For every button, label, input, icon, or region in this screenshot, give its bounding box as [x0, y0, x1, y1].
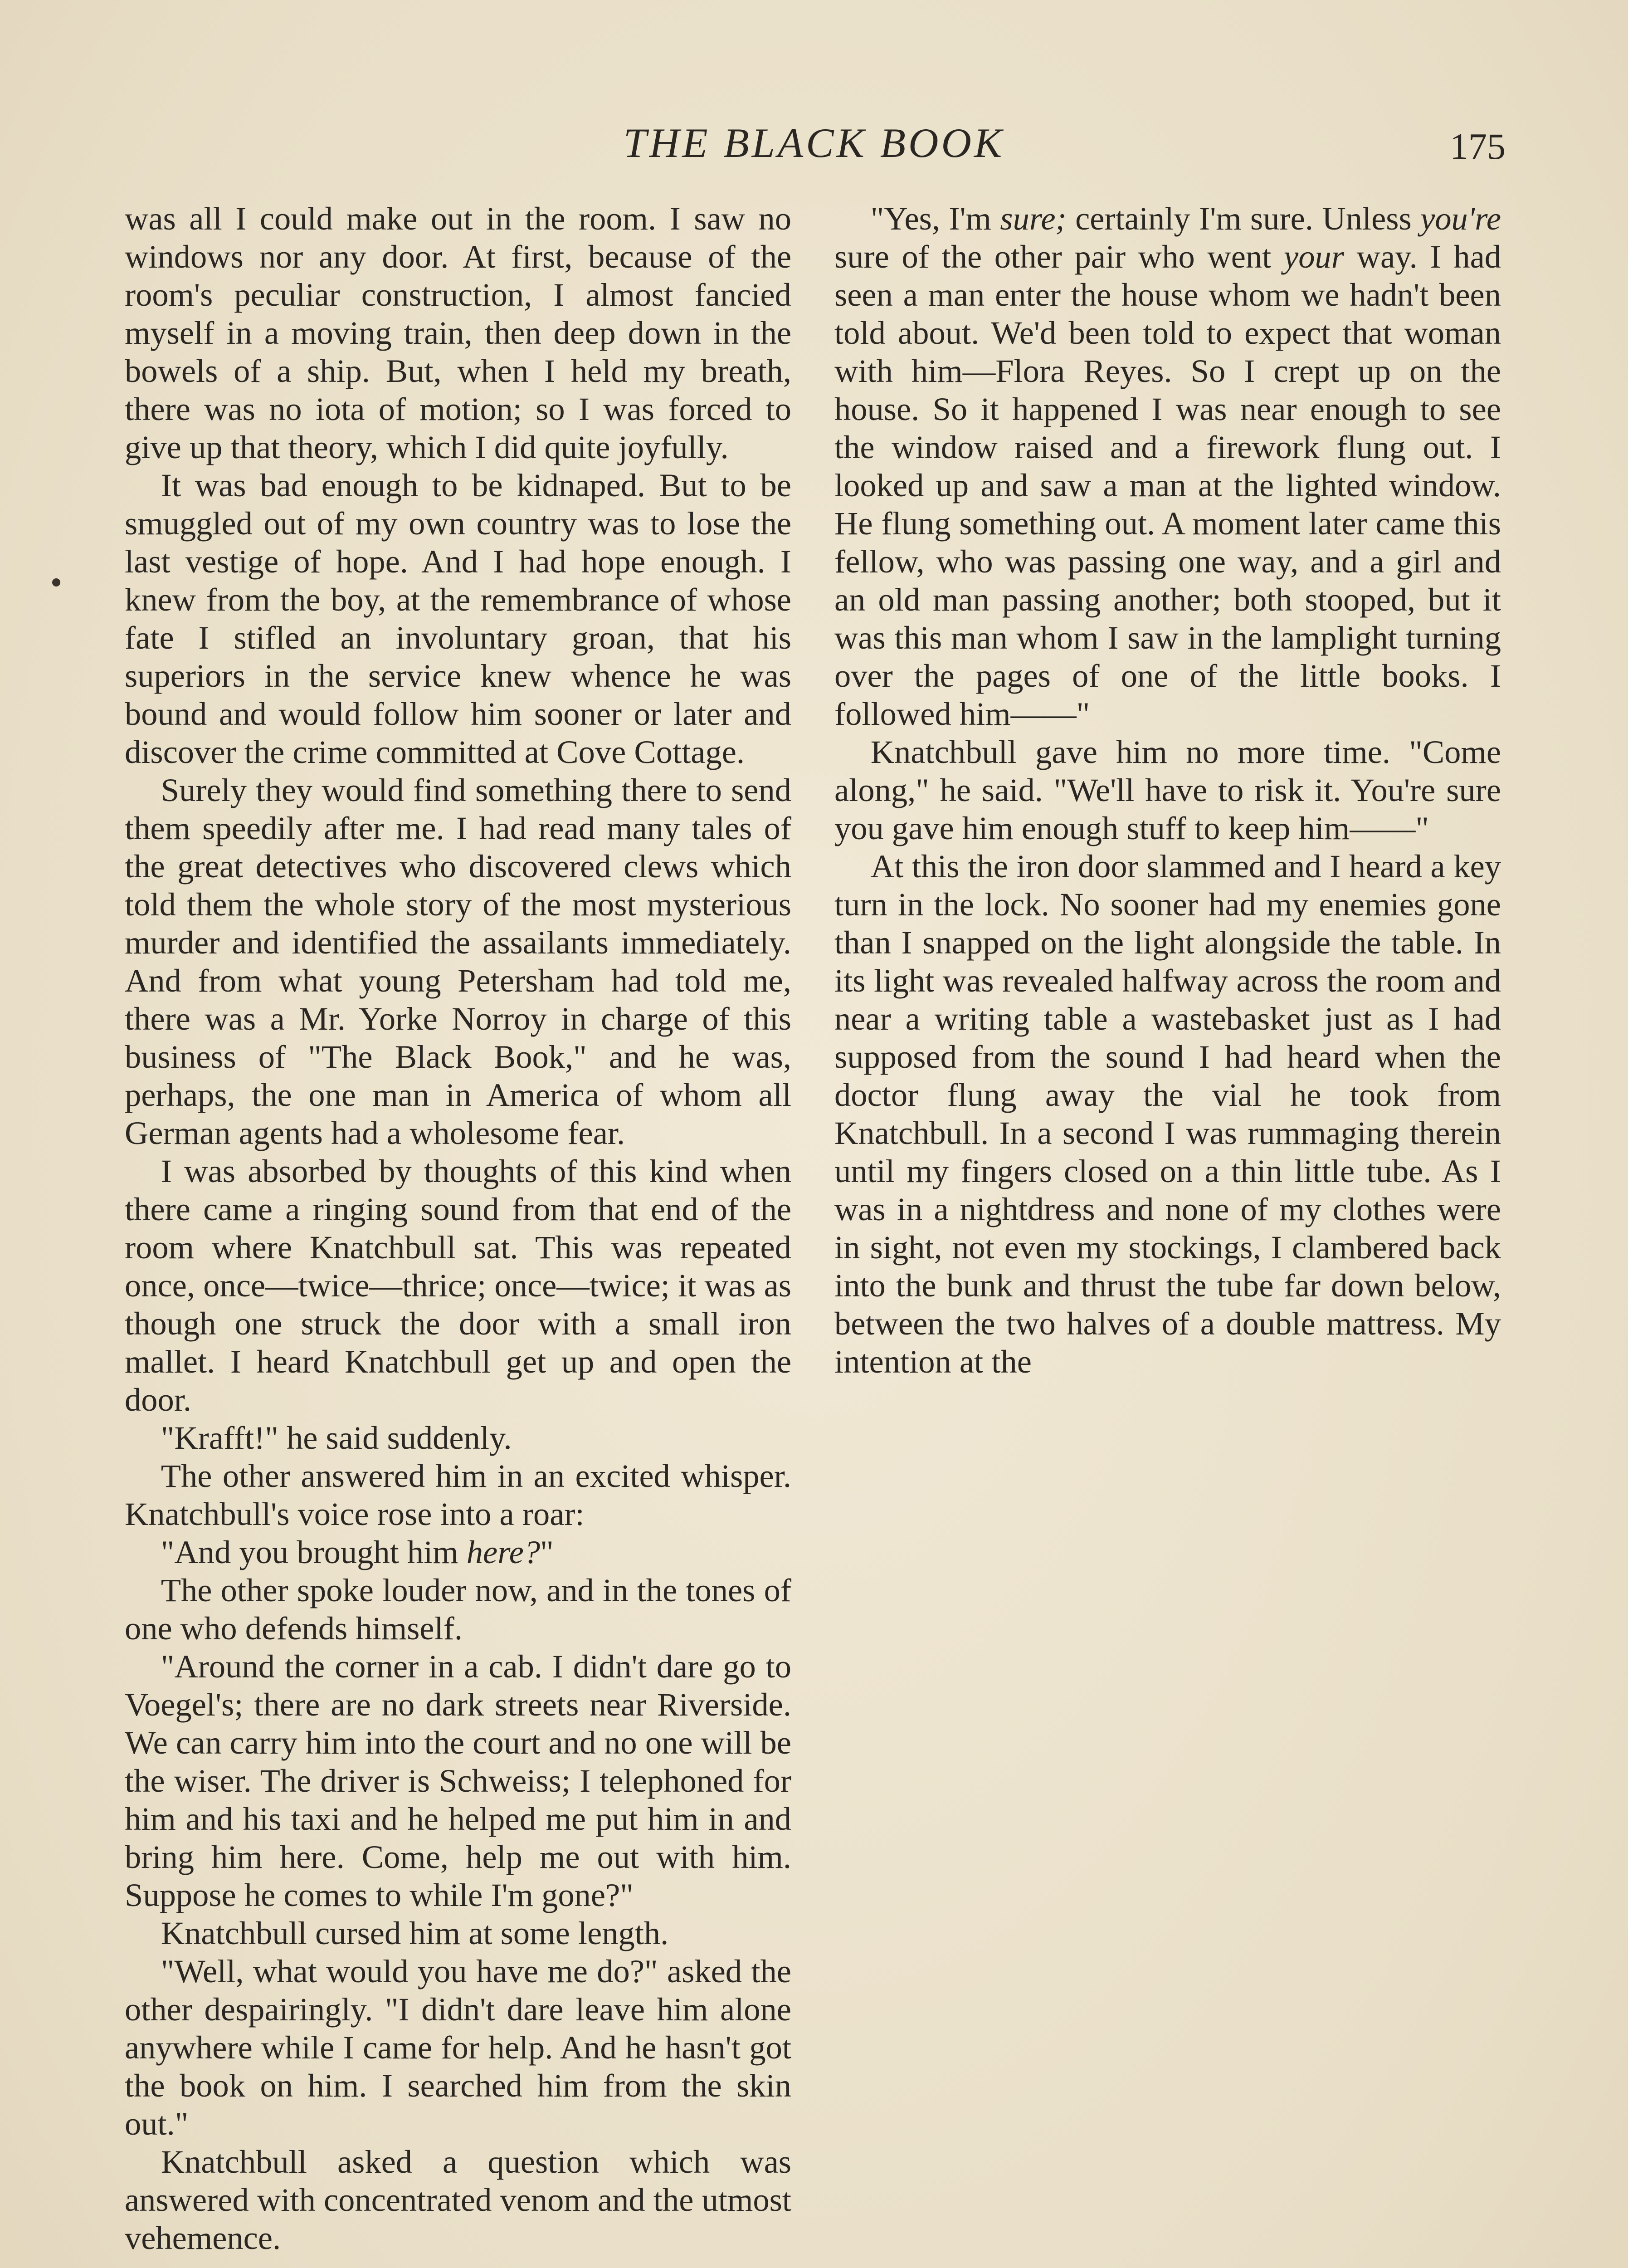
- italic-text: sure;: [1000, 200, 1067, 237]
- print-speck: [52, 578, 60, 587]
- body-text: [125, 200, 1501, 2268]
- paragraph: It was bad enough to be kidnaped. But to be smuggled out of my own country was to lose the last vestige of hope. And I had hope enough. I knew from the boy, at the remembrance of whose fate I stifled an involuntary groan, that his superiors in the service knew whence he was bound and would follow him sooner or later and discover the crime committed at Cove Cottage.: [125, 467, 791, 770]
- paragraph: Knatchbull gave him no more time. "Come along," he said. "We'll have to risk it. You're sure you gave him enough stuff to keep him——": [834, 733, 1501, 846]
- paragraph: The other answered him in an excited whisper. Knatchbull's voice rose into a roar:: [125, 1457, 791, 1532]
- paragraph: [834, 200, 1501, 733]
- italic-text: your: [1284, 238, 1344, 275]
- italic-text: here?: [466, 1534, 541, 1570]
- paragraph: "Around the corner in a cab. I didn't dare go to Voegel's; there are no dark streets near Riverside. We can carry him into the court and no one will be the wiser. The driver is Schweiss; I telephoned for him and his taxi and he helped me put him in and bring him here. Come, help me out with him. Suppose he comes to while I'm gone?": [125, 1648, 791, 1913]
- text-run: ": [540, 1534, 554, 1570]
- italic-text: you're: [1420, 200, 1501, 237]
- page-number: 175: [1450, 126, 1506, 167]
- text-run: "Yes, I'm: [870, 200, 1000, 237]
- paragraph: was all I could make out in the room. I saw no windows nor any door. At first, because of the room's peculiar construction, I almost fancied myself in a moving train, then deep down in the bowels of a ship. But, when I held my breath, there was no iota of motion; so I was forced to give up that theory, which I did quite joyfully.: [125, 200, 791, 465]
- text-run: sure of the other pair who went: [834, 238, 1284, 275]
- paragraph: I was absorbed by thoughts of this kind when there came a ringing sound from that end of the room where Knatchbull sat. This was repeated once, once—twice—thrice; once—twice; it was as though one struck the door with a small iron mallet. I heard Knatchbull get up and open the door.: [125, 1153, 791, 1418]
- text-run: way. I had seen a man enter the house whom we hadn't been told about. We'd been told to expect that woman with him—Flora Reyes. So I crept up on the house. So it happened I was near enough to see the window raised and a firework flung out. I looked up and saw a man at the lighted window. He flung something out. A moment later came this fellow, who was passing one way, and a girl and an old man passing another; both stooped, but it was this man whom I saw in the lamplight turning over the pages of one of the little books. I followed him——": [834, 238, 1501, 732]
- paragraph: "Well, what would you have me do?" asked the other despairingly. "I didn't dare leave him alone anywhere while I came for help. And he hasn't got the book on him. I searched him from the skin out.": [125, 1953, 791, 2142]
- paragraph: At this the iron door slammed and I heard a key turn in the lock. No sooner had my enemies gone than I snapped on the light alongside the table. In its light was revealed halfway across the room and near a writing table a wastebasket just as I had supposed from the sound I had heard when the doctor flung away the vial he took from Knatchbull. In a second I was rummaging therein until my fingers closed on a thin little tube. As I was in a nightdress and none of my clothes were in sight, not even my stockings, I clambered back into the bunk and thrust the tube far down below, between the two halves of a double mattress. My intention at the: [834, 848, 1501, 1380]
- text-run: certainly I'm sure. Unless: [1066, 200, 1421, 237]
- page-header: [122, 116, 1506, 170]
- paragraph: "Krafft!" he said suddenly.: [161, 1419, 512, 1456]
- text-run: "And you brought him: [161, 1534, 467, 1570]
- running-title: THE BLACK BOOK: [623, 120, 1005, 166]
- paragraph: [125, 1533, 791, 1571]
- paragraph: The other spoke louder now, and in the tones of one who defends himself.: [125, 1572, 791, 1647]
- paragraph: Knatchbull asked a question which was answered with concentrated venom and the utmost vehemence.: [125, 2143, 791, 2256]
- paragraph: Surely they would find something there to send them speedily after me. I had read many tales of the great detectives who discovered clews which told them the whole story of the most mysterious murder and identified the assailants immediately. And from what young Petersham had told me, there was a Mr. Yorke Norroy in charge of this business of "The Black Book," and he was, perhaps, the one man in America of whom all German agents had a wholesome fear.: [125, 772, 791, 1151]
- paragraph: Knatchbull cursed him at some length.: [161, 1915, 669, 1951]
